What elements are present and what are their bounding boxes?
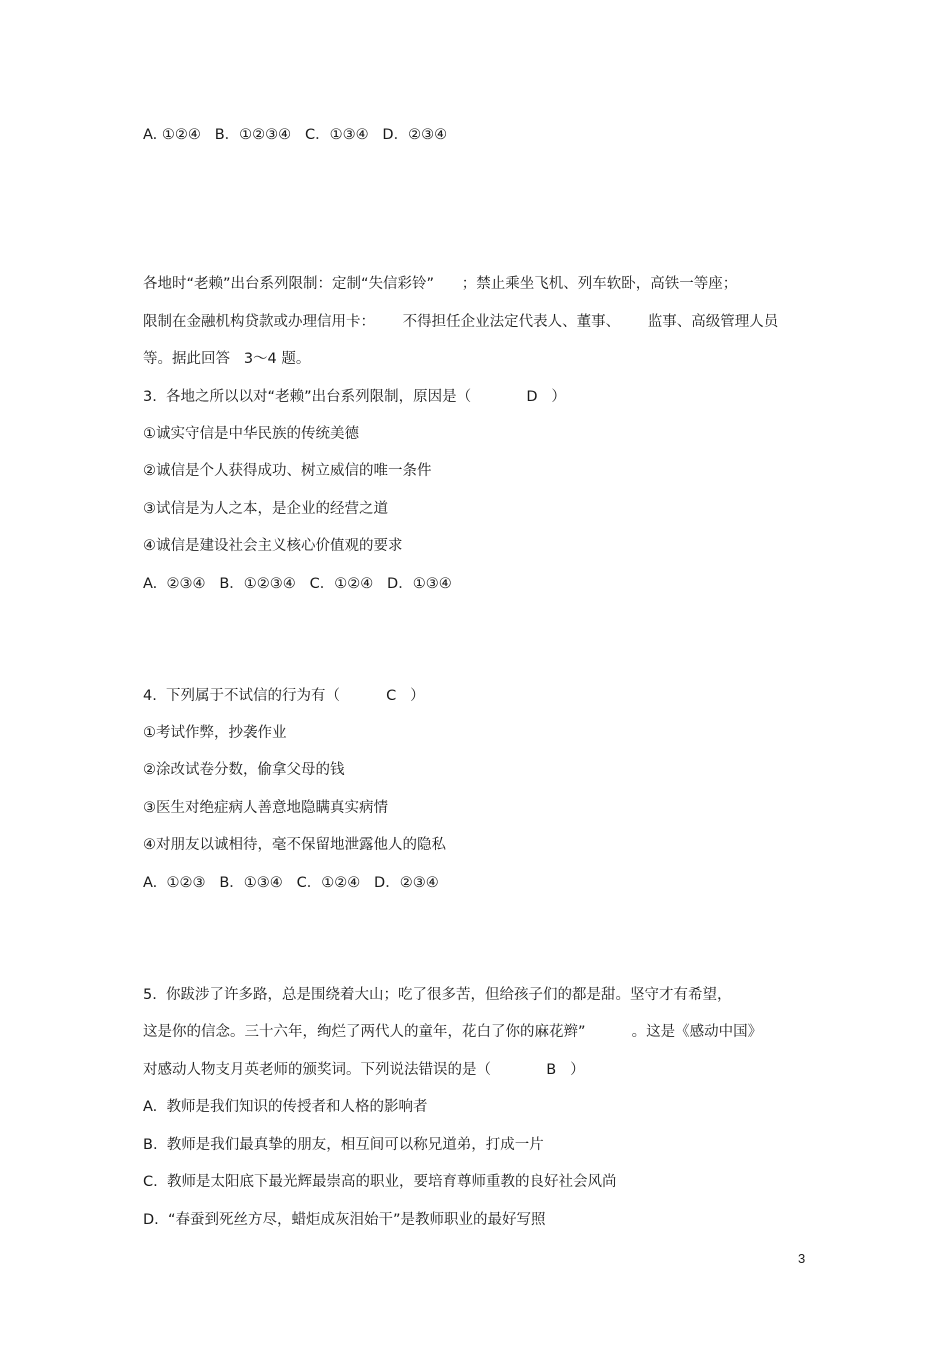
q5-stem-line-2: 这是你的信念。三十六年，绚烂了两代人的童年，花白了你的麻花辫” 。这是《感动中国》 (143, 1024, 763, 1040)
page-number: 3 (798, 1251, 806, 1266)
q4-stem: 4. 下列属于不试信的行为有（ C ） (143, 688, 425, 704)
q5-option-a: A. 教师是我们知识的传授者和人格的影响者 (143, 1099, 428, 1115)
passage-line-1: 各地时“老赖”出台系列限制：定制“失信彩铃” ；禁止乘坐飞机、列车软卧，高铁一等座； (143, 276, 738, 292)
q4-item-2: ②涂改试卷分数，偷拿父母的钱 (143, 762, 345, 778)
q2-options: A. ①②④ B．①②③④ C．①③④ D．②③④ (143, 127, 448, 143)
q3-item-1: ①诚实守信是中华民族的传统美德 (143, 426, 359, 442)
passage-line-3: 等。据此回答 3～4 题。 (143, 351, 311, 367)
q4-item-3: ③医生对绝症病人善意地隐瞒真实病情 (143, 800, 388, 816)
q3-options: A. ②③④ B．①②③④ C．①②④ D．①③④ (143, 576, 452, 592)
q3-item-4: ④诚信是建设社会主义核心价值观的要求 (143, 538, 403, 554)
q4-item-1: ①考试作弊，抄袭作业 (143, 725, 287, 741)
q3-item-3: ③试信是为人之本，是企业的经营之道 (143, 501, 388, 517)
q5-option-c: C. 教师是太阳底下最光辉最崇高的职业，要培育尊师重教的良好社会风尚 (143, 1174, 617, 1190)
q3-item-2: ②诚信是个人获得成功、树立威信的唯一条件 (143, 463, 432, 479)
q3-stem: 3. 各地之所以以对“老赖”出台系列限制，原因是（ D ） (143, 389, 566, 405)
q5-stem-line-3: 对感动人物支月英老师的颁奖词。下列说法错误的是（ B ） (143, 1062, 585, 1078)
q4-options: A. ①②③ B．①③④ C．①②④ D．②③④ (143, 875, 439, 891)
q5-option-b: B. 教师是我们最真挚的朋友，相互间可以称兄道弟，打成一片 (143, 1137, 544, 1153)
q5-stem-line-1: 5. 你跋涉了许多路，总是围绕着大山；吃了很多苦，但给孩子们的都是甜。坚守才有希望， (143, 987, 732, 1003)
q4-item-4: ④对朋友以诚相待，毫不保留地泄露他人的隐私 (143, 837, 446, 853)
passage-line-2: 限制在金融机构贷款或办理信用卡： 不得担任企业法定代表人、董事、 监事、高级管理人员 (143, 314, 779, 330)
q5-option-d: D. “春蚕到死丝方尽，蜡炬成灰泪始干”是教师职业的最好写照 (143, 1212, 546, 1228)
